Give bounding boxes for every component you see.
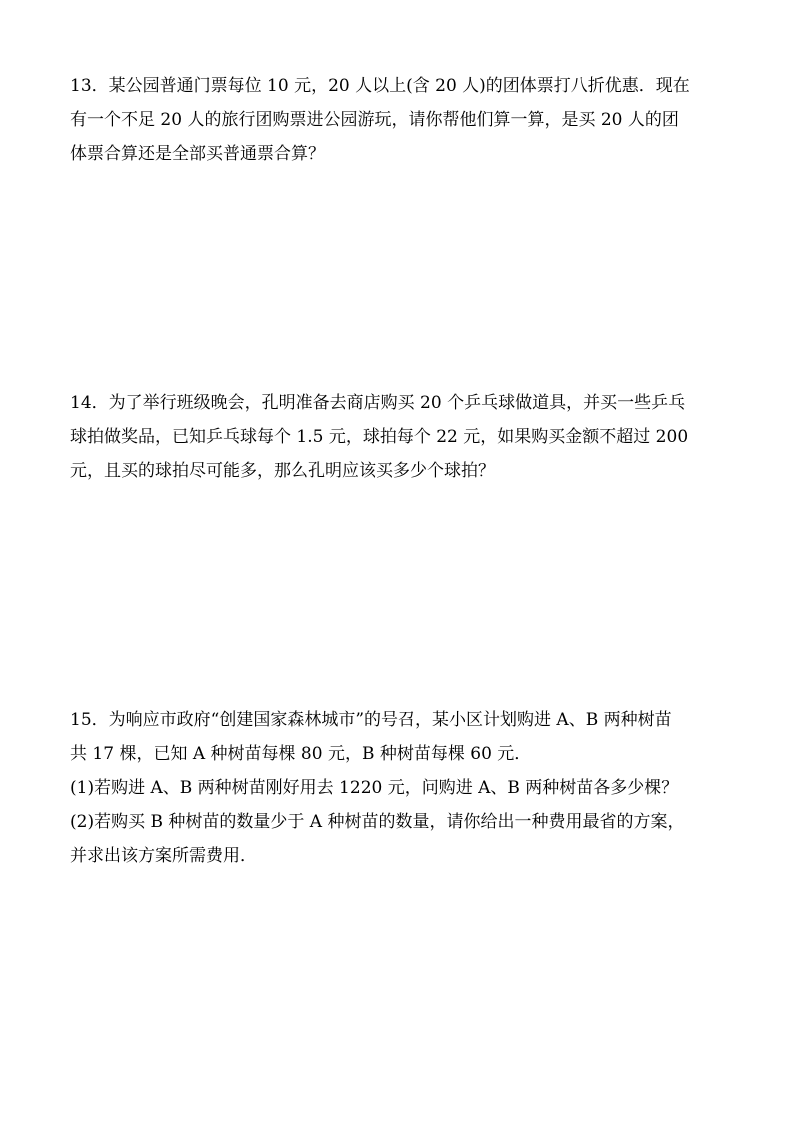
problem-13-line: 13．某公园普通门票每位 10 元，20 人以上(含 20 人)的团体票打八折优惠．现在 <box>70 76 690 96</box>
problem-14-line: 14．为了举行班级晚会，孔明准备去商店购买 20 个乒乓球做道具，并买一些乒乓 <box>70 393 686 413</box>
problem-15-line: 共 17 棵，已知 A 种树苗每棵 80 元，B 种树苗每棵 60 元． <box>70 744 532 764</box>
problem-15-line: 15．为响应市政府“创建国家森林城市”的号召，某小区计划购进 A、B 两种树苗 <box>70 710 672 730</box>
problem-14 <box>70 386 732 488</box>
problem-14-line: 球拍做奖品，已知乒乓球每个 1.5 元，球拍每个 22 元，如果购买金额不超过 200 <box>70 427 689 447</box>
problem-15-subquestion-1: (1)若购进 A、B 两种树苗刚好用去 1220 元，问购进 A、B 两种树苗各多少棵？ <box>70 778 679 798</box>
problem-15 <box>70 703 732 873</box>
problem-13-line: 有一个不足 20 人的旅行团购票进公园游玩，请你帮他们算一算，是买 20 人的团 <box>70 110 679 130</box>
problem-13-line: 体票合算还是全部买普通票合算？ <box>70 144 325 164</box>
problem-15-subquestion-2: (2)若购买 B 种树苗的数量少于 A 种树苗的数量，请你给出一种费用最省的方案， <box>70 812 685 832</box>
problem-14-line: 元，且买的球拍尽可能多，那么孔明应该买多少个球拍？ <box>70 461 495 481</box>
problem-15-line: 并求出该方案所需费用． <box>70 846 257 866</box>
problem-13 <box>70 69 732 171</box>
